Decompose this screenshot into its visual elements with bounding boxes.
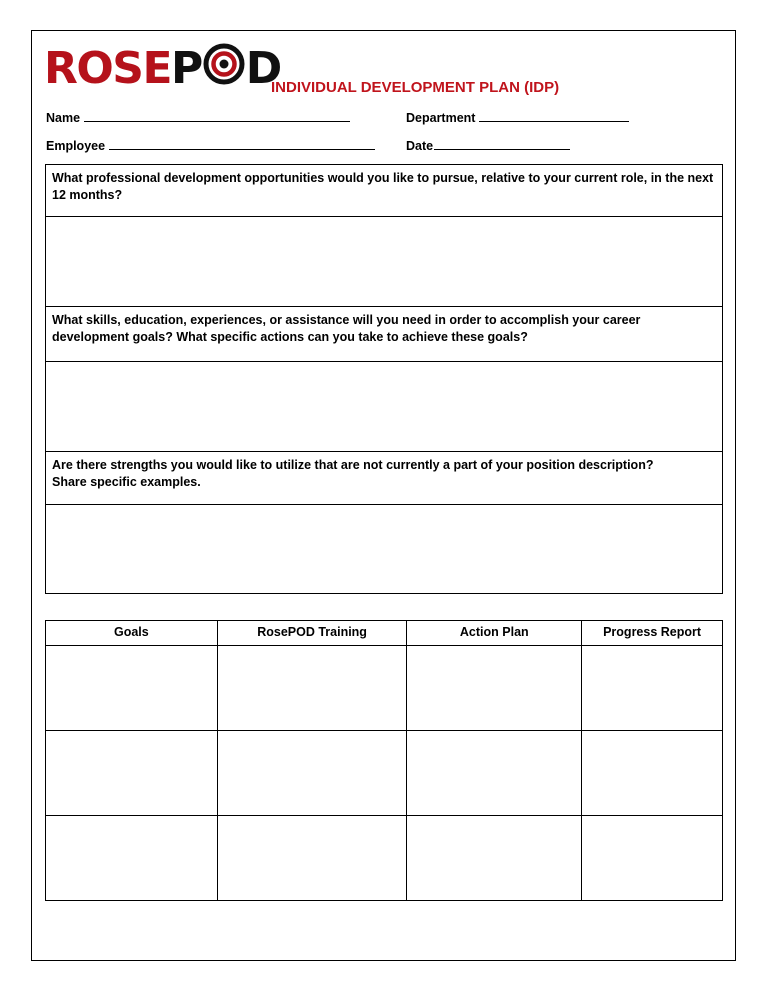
date-field[interactable] <box>406 138 570 153</box>
logo-pod-text <box>171 43 281 96</box>
header-progress-report: Progress Report <box>582 621 723 646</box>
table-cell[interactable] <box>46 731 218 816</box>
question-2: What skills, education, experiences, or assistance will you need in order to accomplish your career development goals? What specific actions can you take to achieve these goals? <box>46 307 722 362</box>
name-input-line[interactable] <box>84 110 350 122</box>
employee-field[interactable] <box>46 138 375 153</box>
table-header-row <box>46 621 723 646</box>
table-cell[interactable] <box>582 731 723 816</box>
table-cell[interactable] <box>407 816 582 901</box>
name-field[interactable] <box>46 110 350 125</box>
table-cell[interactable] <box>46 816 218 901</box>
header-goals: Goals <box>46 621 218 646</box>
department-label: Department <box>406 111 476 125</box>
table-cell[interactable] <box>582 816 723 901</box>
questions-box <box>45 164 723 594</box>
header-action-plan: Action Plan <box>407 621 582 646</box>
answer-2-area[interactable] <box>46 362 722 452</box>
table-cell[interactable] <box>582 646 723 731</box>
target-icon <box>203 43 245 96</box>
table-row <box>46 731 723 816</box>
logo-rose-text: ROSE <box>44 43 172 94</box>
table-row <box>46 816 723 901</box>
table-cell[interactable] <box>217 816 407 901</box>
question-3: Are there strengths you would like to utilize that are not currently a part of your position description? Share specific examples. <box>46 452 722 505</box>
date-label: Date <box>406 139 434 153</box>
answer-3-area[interactable] <box>46 505 722 593</box>
question-1: What professional development opportunities would you like to pursue, relative to your current role, in the next 12 months? <box>46 165 722 217</box>
date-input-line[interactable] <box>434 138 570 150</box>
table-cell[interactable] <box>217 731 407 816</box>
answer-1-area[interactable] <box>46 217 722 307</box>
header-rosepod-training: RosePOD Training <box>217 621 407 646</box>
department-field[interactable] <box>406 110 629 125</box>
department-input-line[interactable] <box>479 110 629 122</box>
employee-input-line[interactable] <box>109 138 375 150</box>
plan-table <box>45 620 723 901</box>
employee-label: Employee <box>46 139 106 153</box>
logo-p-letter: P <box>171 43 202 94</box>
table-cell[interactable] <box>46 646 218 731</box>
table-cell[interactable] <box>407 731 582 816</box>
name-label: Name <box>46 111 81 125</box>
page-title: INDIVIDUAL DEVELOPMENT PLAN (IDP) <box>271 79 560 96</box>
table-cell[interactable] <box>407 646 582 731</box>
table-cell[interactable] <box>217 646 407 731</box>
table-row <box>46 646 723 731</box>
rosepod-logo <box>44 44 281 94</box>
logo-d-letter: D <box>245 43 281 94</box>
